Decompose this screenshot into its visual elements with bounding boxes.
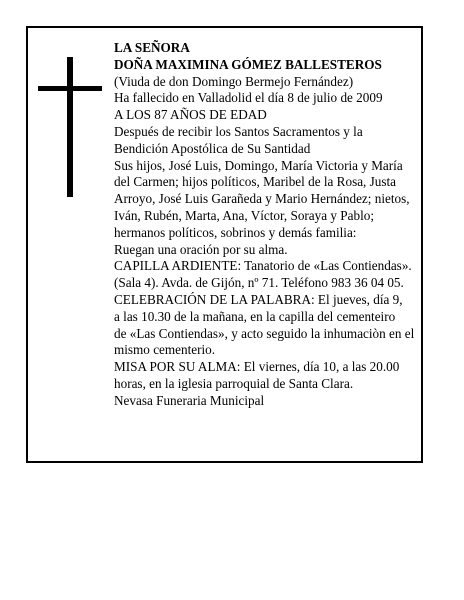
cross-icon-crossbar [38, 86, 102, 91]
obituary-text [114, 40, 424, 410]
death-statement: Ha fallecido en Valladolid el día 8 de julio de 2009 [114, 90, 383, 106]
notice-title: LA SEÑORA [114, 40, 190, 55]
celebration-info: CELEBRACIÓN DE LA PALABRA: El jueves, día 9, a las 10.30 de la mañana, en la capilla del cementeiro de «Las Contiendas», y acto seguido la inhumaciòn en el mismo cementerio. [114, 291, 415, 358]
funeral-home: Nevasa Funeraria Municipal [114, 392, 265, 408]
deceased-name: DOÑA MAXIMINA GÓMEZ BALLESTEROS [114, 56, 382, 72]
cross-icon [67, 57, 73, 197]
chapel-info: CAPILLA ARDIENTE: Tanatorio de «Las Contiendas». (Sala 4). Avda. de Gijón, nº 71. Teléfono 983 36 04 05. [114, 258, 412, 291]
family-list: Sus hijos, José Luis, Domingo, María Victoria y María del Carmen; hijos políticos, Maribel de la Rosa, Justa Arroyo, José Luis Garañeda y Mario Hernández; nietos, Iván, Rubén, Marta, Ana, Víctor, Soraya y Pablo; hermanos políticos, sobrinos y demás familia: [114, 157, 410, 240]
mass-info: MISA POR SU ALMA: El viernes, día 10, a las 20.00 horas, en la iglesia parroquial de Santa Clara. [114, 359, 400, 391]
widow-of: (Viuda de don Domingo Bermejo Fernández) [114, 73, 354, 89]
age-statement: A LOS 87 AÑOS DE EDAD [114, 107, 267, 123]
sacraments-statement: Después de recibir los Santos Sacramentos y la Bendición Apostólica de Su Santidad [114, 123, 363, 156]
obituary-notice [26, 26, 423, 463]
prayer-request: Ruegan una oración por su alma. [114, 241, 288, 257]
